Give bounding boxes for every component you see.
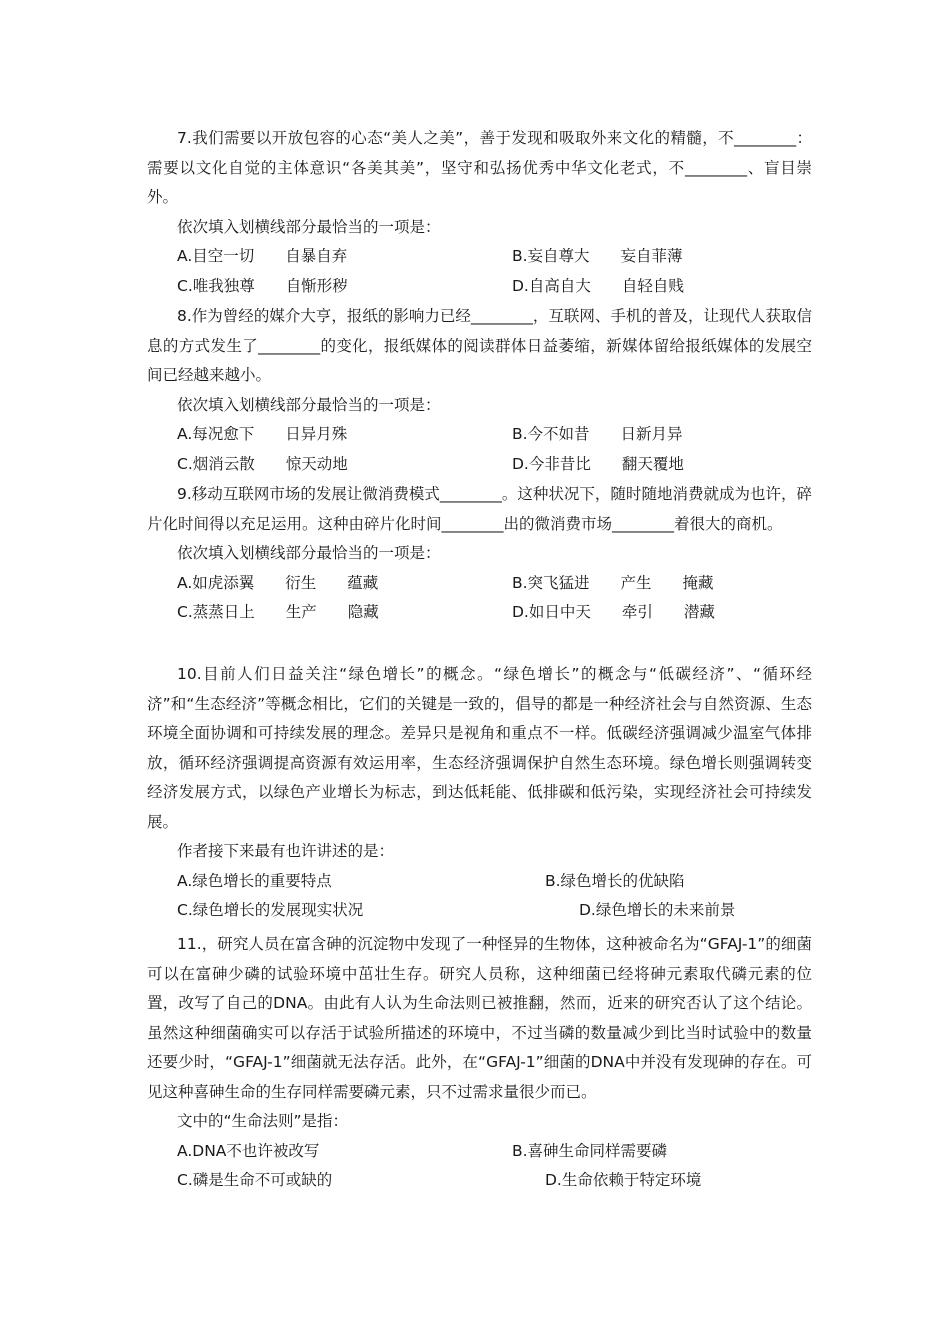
options-row	[147, 896, 812, 926]
options-row	[147, 569, 812, 599]
option-d[interactable]: D.绿色增长的未来前景	[579, 901, 736, 919]
question-stem: 9.移动互联网市场的发展让微消费模式________。这种状况下，随时随地消费就成为也许，碎片化时间得以充足运用。这种由碎片化时间________出的微消费市场________着很大的商机。	[147, 485, 812, 533]
option-d[interactable]: D.生命依赖于特定环境	[545, 1171, 702, 1189]
options-row	[147, 867, 812, 897]
question-9	[147, 480, 812, 628]
option-b[interactable]: B.喜砷生命同样需要磷	[512, 1141, 668, 1160]
option-a[interactable]: A.绿色增长的重要特点	[177, 871, 332, 890]
question-prompt: 依次填入划横线部分最恰当的一项是：	[177, 544, 441, 562]
option-b[interactable]: B.突飞猛进 产生 掩藏	[512, 573, 714, 592]
question-prompt: 依次填入划横线部分最恰当的一项是：	[177, 395, 441, 414]
question-prompt: 作者接下来最有也许讲述的是：	[177, 842, 395, 860]
option-c[interactable]: C.绿色增长的发展现实状况	[177, 901, 364, 919]
option-d[interactable]: D.自高自大 自轻自贱	[512, 276, 684, 295]
options-row	[147, 1137, 812, 1167]
options-row	[147, 272, 812, 302]
options-row	[147, 1166, 812, 1196]
question-stem: 7.我们需要以开放包容的心态“美人之美”，善于发现和吸取外来文化的精髓，不________：需要以文化自觉的主体意识“各美其美”，坚守和弘扬优秀中华文化老式，不________、盲目崇外。	[147, 129, 812, 206]
question-11	[147, 930, 812, 1196]
option-a[interactable]: A.目空一切 自暴自弃	[177, 247, 348, 265]
option-b[interactable]: B.妄自尊大 妄自菲薄	[512, 247, 683, 265]
options-row	[147, 420, 812, 450]
option-b[interactable]: B.今不如昔 日新月异	[512, 425, 683, 443]
option-c[interactable]: C.蒸蒸日上 生产 隐藏	[177, 603, 379, 621]
option-d[interactable]: D.今非昔比 翻天覆地	[512, 454, 684, 473]
option-a[interactable]: A.如虎添翼 衍生 蕴藏	[177, 573, 379, 592]
option-c[interactable]: C.磷是生命不可或缺的	[177, 1171, 333, 1189]
option-c[interactable]: C.烟消云散 惊天动地	[177, 454, 348, 473]
question-stem: 10.目前人们日益关注“绿色增长”的概念。“绿色增长”的概念与“低碳经济”、“循环经济”和“生态经济”等概念相比，它们的关键是一致的，倡导的都是一种经济社会与自然资源、生态环境全面协调和可持续发展的理念。差异只是视角和重点不一样。低碳经济强调减少温室气体排放，循环经济强调提高资源有效运用率，生态经济强调保护自然生态环境。绿色增长则强调转变经济发展方式，以绿色产业增长为标志，到达低耗能、低排碳和低污染，实现经济社会可持续发展。	[147, 665, 812, 831]
question-prompt: 依次填入划横线部分最恰当的一项是：	[177, 217, 441, 236]
question-7	[147, 124, 812, 301]
question-8	[147, 302, 812, 479]
options-row	[147, 598, 812, 628]
question-stem: 11.，研究人员在富含砷的沉淀物中发现了一种怪异的生物体，这种被命名为“GFAJ-1”的细菌可以在富砷少磷的试验环境中茁壮生存。研究人员称，这种细菌已经将砷元素取代磷元素的位置，改写了自己的DNA。由此有人认为生命法则已被推翻，然而，近来的研究否认了这个结论。虽然这种细菌确实可以存活于试验所描述的环境中，不过当磷的数量减少到比当时试验中的数量还要少时，“GFAJ-1”细菌就无法存活。此外，在“GFAJ-1”细菌的DNA中并没有发现砷的存在。可见这种喜砷生命的生存同样需要磷元素，只不过需求量很少而已。	[147, 935, 812, 1101]
options-row	[147, 242, 812, 272]
question-stem: 8.作为曾经的媒介大亨，报纸的影响力已经________，互联网、手机的普及，让现代人获取信息的方式发生了________的变化，报纸媒体的阅读群体日益萎缩，新媒体留给报纸媒体的发展空间已经越来越小。	[147, 307, 812, 384]
options-row	[147, 450, 812, 480]
question-10	[147, 660, 812, 926]
question-prompt: 文中的“生命法则”是指：	[177, 1112, 349, 1130]
option-d[interactable]: D.如日中天 牵引 潜藏	[512, 603, 715, 621]
option-a[interactable]: A.DNA不也许被改写	[177, 1141, 320, 1160]
option-c[interactable]: C.唯我独尊 自惭形秽	[177, 276, 348, 295]
option-a[interactable]: A.每况愈下 日异月殊	[177, 425, 348, 443]
option-b[interactable]: B.绿色增长的优缺陷	[545, 871, 685, 890]
